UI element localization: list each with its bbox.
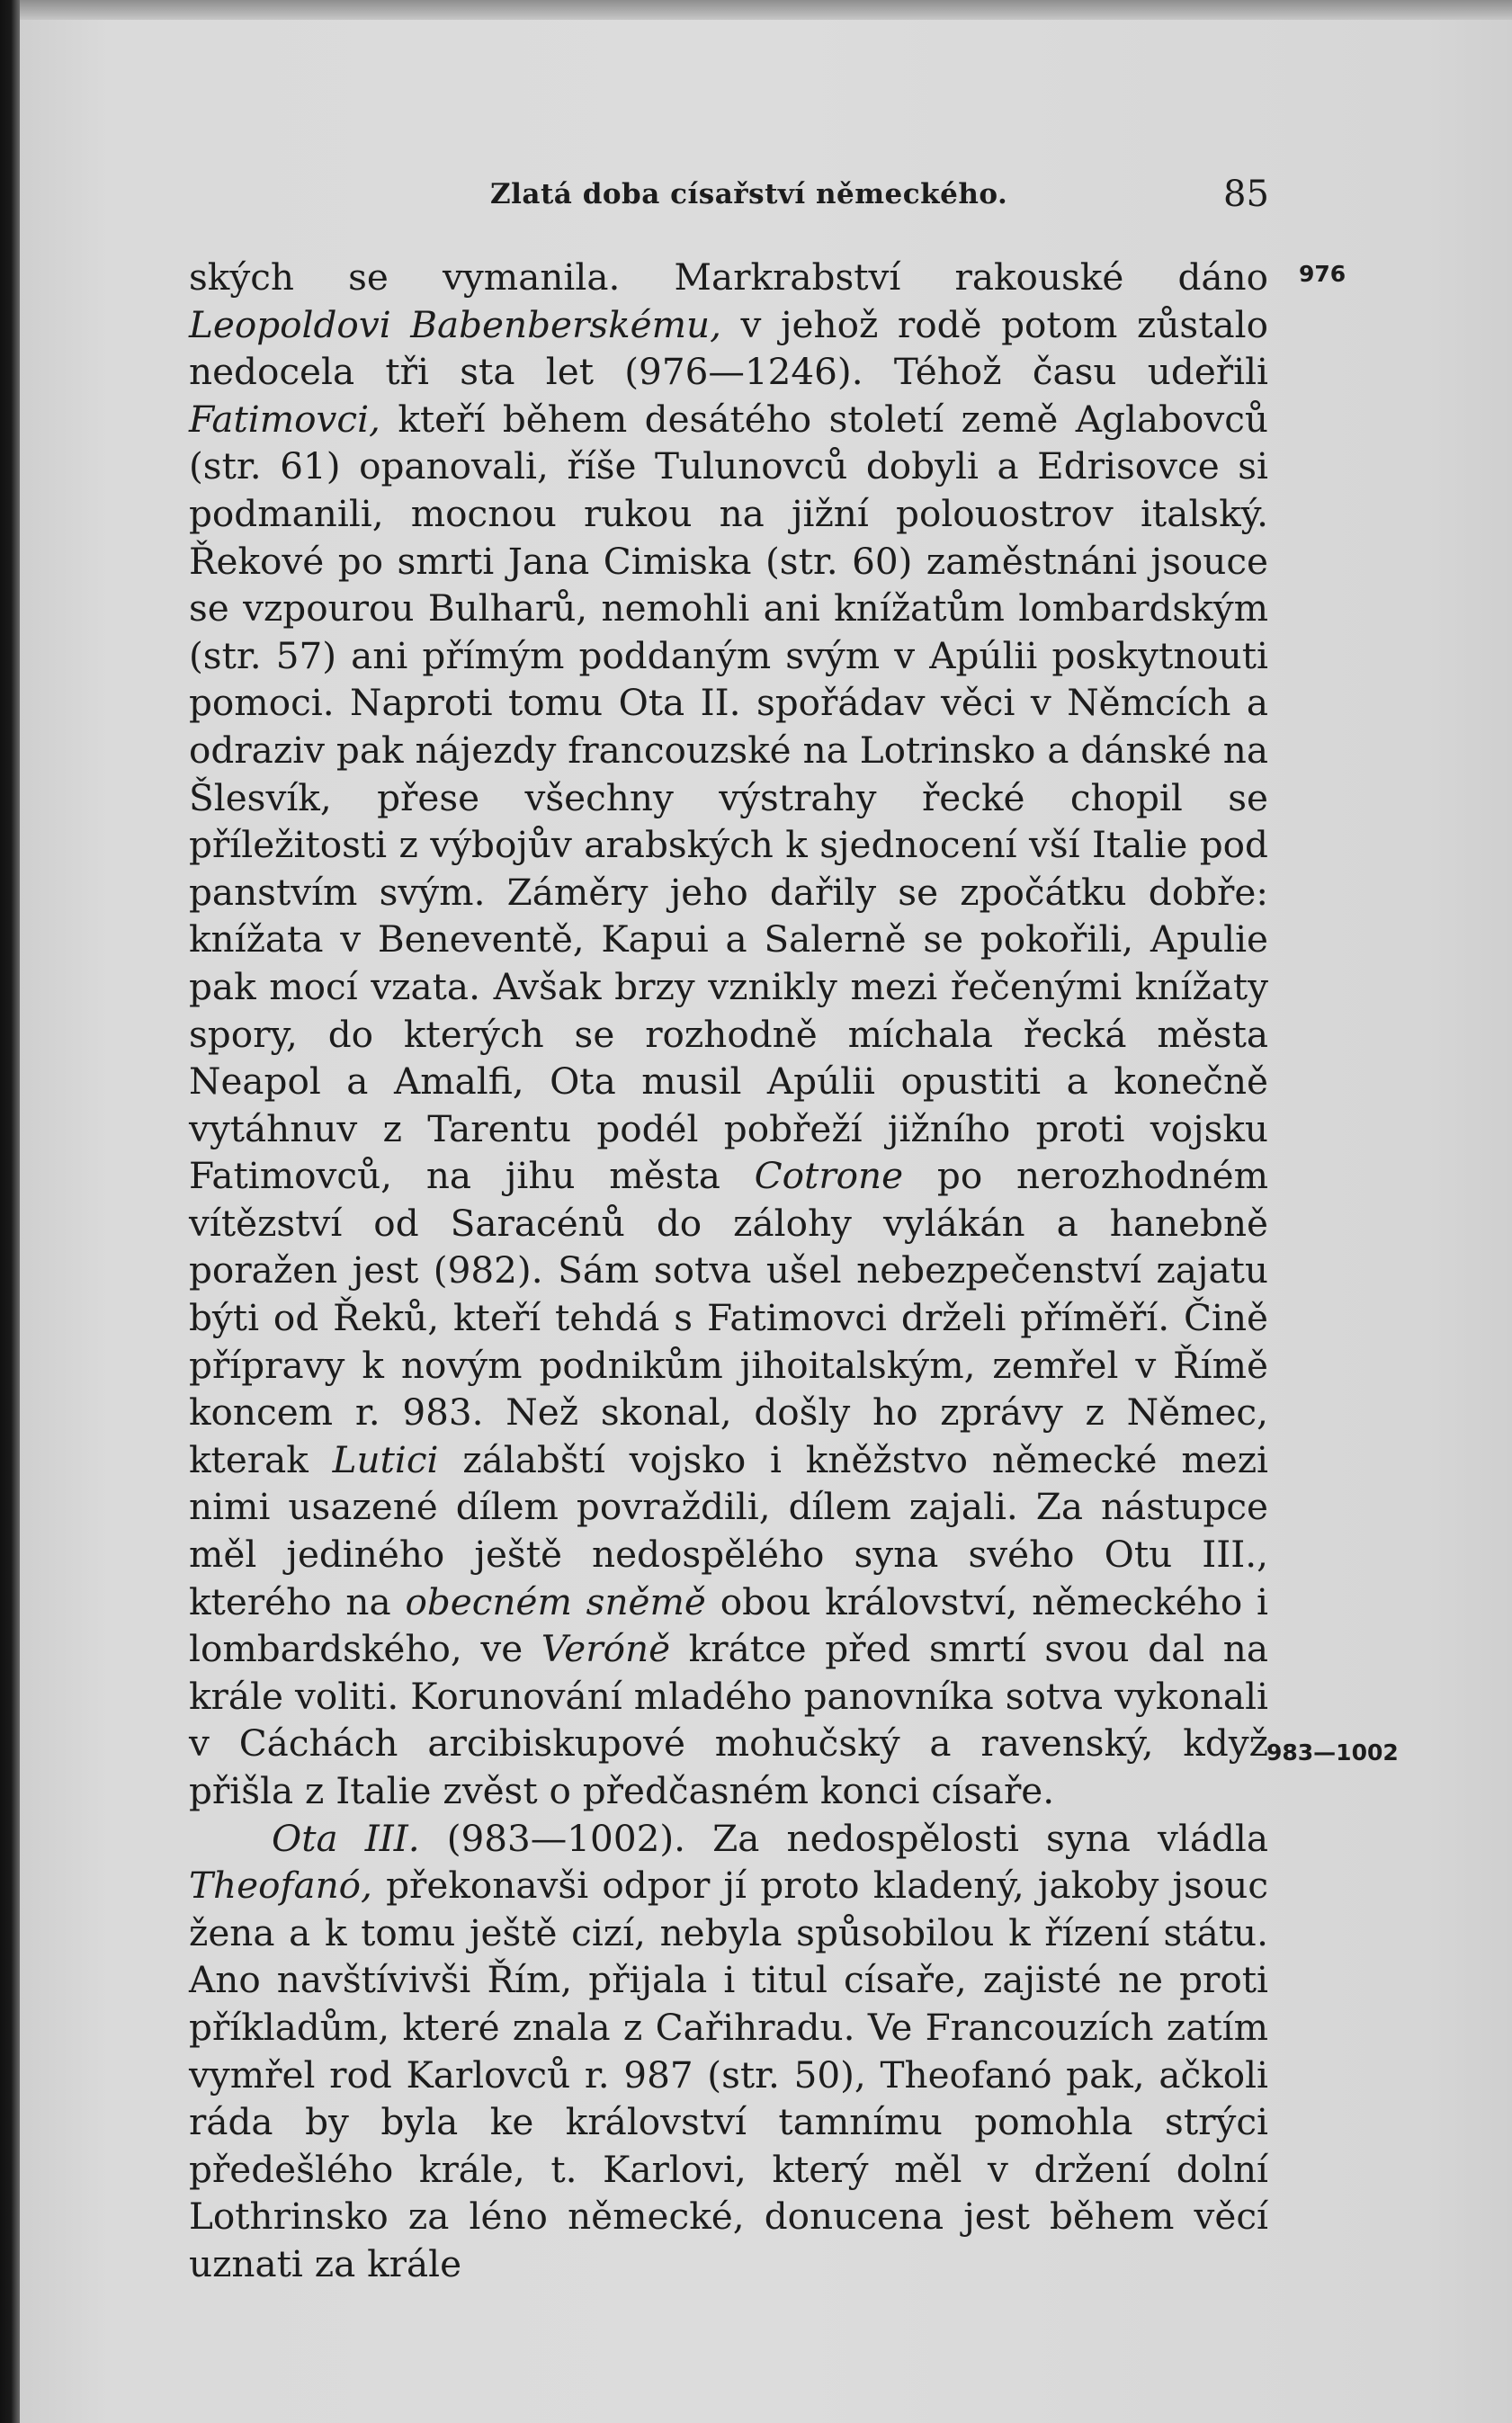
body-text xyxy=(189,254,1268,2288)
running-head: Zlatá doba císařství německého. xyxy=(490,178,1008,210)
paragraph-1-text: obou království, německého i lombardského, ve xyxy=(189,1579,1268,1671)
term-obecny-snem: obecném sněmě xyxy=(405,1579,706,1623)
paragraph-1-text: kteří během desátého století země Aglabovců (str. 61) opanovali, říše Tulunovců dobyli a Edrisovce si podmanili, mocnou rukou na jižní polouostrov italský. Řekové po smrti Jana Cimiska (str. 60) zaměstnáni jsouce se vzpourou Bulharů, nemohli ani knížatům lombardským (str. 57) ani přímým poddaným svým v Apúlii poskytnouti pomoci. Naproti tomu Ota II. spořádav věci v Němcích a odraziv pak nájezdy francouzské na Lotrinsko a dánské na Šlesvík, přese všechny výstrahy řecké chopil se příležitosti z výbojův arabských k sjednocení vší Italie pod panstvím svým. Záměry jeho dařily se zpočátku dobře: knížata v Beneventě, Kapui a Salerně se pokořili, Apulie pak mocí vzata. Avšak brzy vznikly mezi řečenými knížaty spory, do kterých se rozhodně míchala řecká města Neapol a Amalfi, Ota musil Apúlii opustiti a konečně vytáhnuv z Tarentu podél pobřeží jižního proti vojsku Fatimovců, na jihu města xyxy=(189,397,1268,1198)
name-verona: Veróně xyxy=(541,1627,671,1671)
paragraph-1-text: krátce před smrtí svou dal na krále voliti. Korunování mladého panovníka sotva vykonali v Cáchách arcibiskupové mohučský a ravenský, když přišla z Italie zvěst o předčasném konci císaře. xyxy=(189,1627,1268,1812)
margin-note-976: 976 xyxy=(1299,261,1346,287)
scan-left-edge xyxy=(0,0,20,2423)
paragraph-1-text: v jehož rodě potom zůstalo nedocela tři sta let (976—1246). Téhož času udeřili xyxy=(189,302,1268,394)
scan-top-edge xyxy=(20,0,1512,20)
name-lutici: Lutici xyxy=(332,1437,439,1481)
name-cotrone: Cotrone xyxy=(754,1154,904,1198)
name-fatimovci: Fatimovci, xyxy=(189,397,380,441)
margin-note-983-1002: 983—1002 xyxy=(1266,1739,1399,1766)
paragraph-1-text: zálabští vojsko i kněžstvo německé mezi nimi usazené dílem povraždili, dílem zajali. Za nástupce měl jediného ještě nedospělého syna svého Otu III., kterého na xyxy=(189,1437,1268,1623)
paragraph-2 xyxy=(189,1815,1268,2288)
paragraph-1 xyxy=(189,254,1268,1815)
name-leopold-babenberg: Leopoldovi Babenberskému, xyxy=(189,302,721,346)
paragraph-1-text: ských se vymanila. Markrabství rakouské dáno xyxy=(189,255,1268,299)
name-ota-iii: Ota III. xyxy=(272,1816,420,1860)
paragraph-1-text: po nerozhodném vítězství od Saracénů do zálohy vylákán a hanebně poražen jest (982). Sám sotva ušel nebezpečenství zajatu býti od Řeků, kteří tehdá s Fatimovci drželi příměří. Čině přípravy k novým podnikům jihoitalským, zemřel v Římě koncem r. 983. Než skonal, došly ho zprávy z Němec, kterak xyxy=(189,1154,1268,1481)
paragraph-2-text: (983—1002). Za nedospělosti syna vládla xyxy=(419,1816,1268,1860)
paragraph-2-text: překonavši odpor jí proto kladený, jakoby jsouc žena a k tomu ještě cizí, nebyla spůsobilou k řízení státu. Ano navštívivši Řím, přijala i titul císaře, zajisté ne proti příkladům, které znala z Cařihradu. Ve Francouzích zatím vymřel rod Karlovců r. 987 (str. 50), Theofanó pak, ačkoli ráda by byla ke království tamnímu pomohla strýci předešlého krále, t. Karlovi, který měl v držení dolní Lothrinsko za léno německé, donucena jest během věcí uznati za krále xyxy=(189,1864,1268,2285)
page-number: 85 xyxy=(1223,174,1269,215)
name-theofano: Theofanó, xyxy=(189,1864,372,1908)
